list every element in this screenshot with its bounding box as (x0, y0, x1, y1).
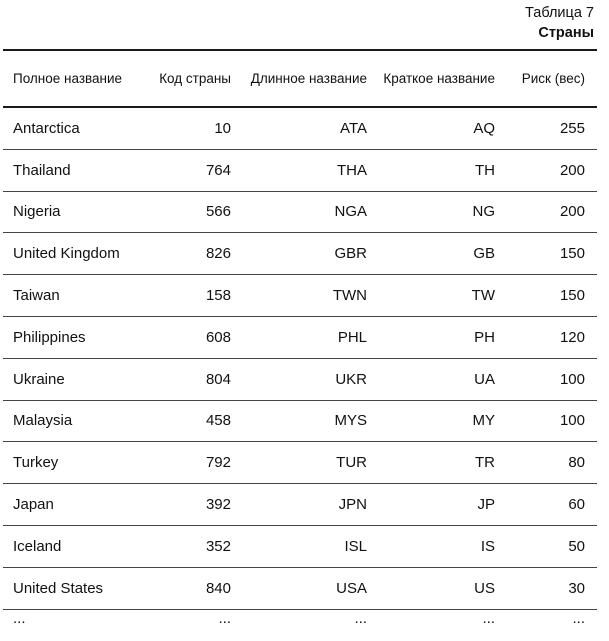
cell-country-code: 792 (205, 454, 231, 472)
cell-short-name: TR (475, 454, 495, 472)
table-row (3, 442, 597, 484)
cell-full-name: Philippines (13, 328, 86, 346)
cell-long-name: USA (336, 579, 367, 597)
cell-long-name: GBR (334, 245, 367, 263)
cell-long-name: ISL (344, 537, 367, 555)
cell-short-name: TH (475, 161, 495, 179)
cell-short-name: GB (473, 245, 495, 263)
cell-full-name: Japan (13, 496, 54, 514)
cell-short-name: TW (471, 287, 495, 305)
table-row (3, 401, 597, 443)
header-risk-weight: Риск (вес) (521, 71, 585, 86)
cell-full-name: Taiwan (13, 287, 60, 305)
table-number: Таблица 7 (525, 5, 594, 21)
cell-country-code: 804 (205, 370, 231, 388)
cell-country-code: 608 (205, 328, 231, 346)
cell-risk-weight: 150 (559, 245, 585, 263)
table-row (3, 526, 597, 568)
cell-long-name: MYS (334, 412, 367, 430)
cell-short-name: US (474, 579, 495, 597)
table-row (3, 108, 597, 150)
table-row (3, 484, 597, 526)
table-body (3, 108, 597, 610)
cell-full-name: Nigeria (13, 203, 61, 221)
table-title: Страны (538, 25, 594, 41)
cell-country-code: 566 (205, 203, 231, 221)
cell-long-name: NGA (334, 203, 367, 221)
cell-short-name: UA (474, 370, 495, 388)
cell-risk-weight: 80 (568, 454, 585, 472)
cell-long-name: JPN (338, 496, 367, 514)
continuation-cell: ... (13, 609, 26, 627)
cell-risk-weight: 200 (559, 203, 585, 221)
cell-risk-weight: 150 (559, 287, 585, 305)
cell-risk-weight: 100 (559, 412, 585, 430)
table-row (3, 275, 597, 317)
cell-full-name: Ukraine (13, 370, 65, 388)
cell-country-code: 158 (205, 287, 231, 305)
table-header-row (3, 51, 597, 108)
continuation-cell: ... (354, 609, 367, 627)
cell-risk-weight: 30 (568, 579, 585, 597)
cell-country-code: 10 (214, 119, 231, 137)
cell-short-name: MY (472, 412, 495, 430)
cell-full-name: Turkey (13, 454, 59, 472)
continuation-cell: ... (482, 609, 495, 627)
cell-short-name: JP (477, 496, 495, 514)
cell-full-name: Malaysia (13, 412, 73, 430)
cell-long-name: THA (337, 161, 367, 179)
cell-country-code: 352 (205, 537, 231, 555)
countries-table (3, 49, 597, 630)
cell-risk-weight: 60 (568, 496, 585, 514)
table-row (3, 233, 597, 275)
cell-long-name: UKR (335, 370, 367, 388)
cell-country-code: 458 (205, 412, 231, 430)
cell-short-name: AQ (473, 119, 495, 137)
cell-short-name: PH (474, 328, 495, 346)
cell-long-name: PHL (337, 328, 367, 346)
cell-long-name: ATA (340, 119, 367, 137)
table-row (3, 359, 597, 401)
continuation-cell: ... (572, 609, 585, 627)
header-full-name: Полное название (13, 71, 123, 86)
cell-country-code: 764 (205, 161, 231, 179)
cell-short-name: NG (472, 203, 495, 221)
continuation-cell: ... (218, 609, 231, 627)
cell-long-name: TUR (336, 454, 367, 472)
table-row (3, 150, 597, 192)
cell-full-name: United Kingdom (13, 245, 120, 263)
cell-risk-weight: 255 (559, 119, 585, 137)
cell-full-name: United States (13, 579, 104, 597)
header-long-name: Длинное название (250, 71, 367, 86)
cell-short-name: IS (480, 537, 495, 555)
cell-country-code: 826 (205, 245, 231, 263)
header-country-code: Код страны (159, 71, 231, 86)
cell-full-name: Antarctica (13, 119, 80, 137)
cell-country-code: 840 (205, 579, 231, 597)
cell-country-code: 392 (205, 496, 231, 514)
table-row (3, 192, 597, 234)
cell-risk-weight: 50 (568, 537, 585, 555)
header-short-name: Краткое название (383, 71, 495, 86)
cell-risk-weight: 100 (559, 370, 585, 388)
cell-risk-weight: 200 (559, 161, 585, 179)
cell-full-name: Iceland (13, 537, 62, 555)
cell-risk-weight: 120 (559, 328, 585, 346)
table-row (3, 317, 597, 359)
cell-full-name: Thailand (13, 161, 71, 179)
table-continuation-row (3, 610, 597, 630)
cell-long-name: TWN (332, 287, 367, 305)
table-row (3, 568, 597, 610)
table-caption (525, 3, 594, 43)
